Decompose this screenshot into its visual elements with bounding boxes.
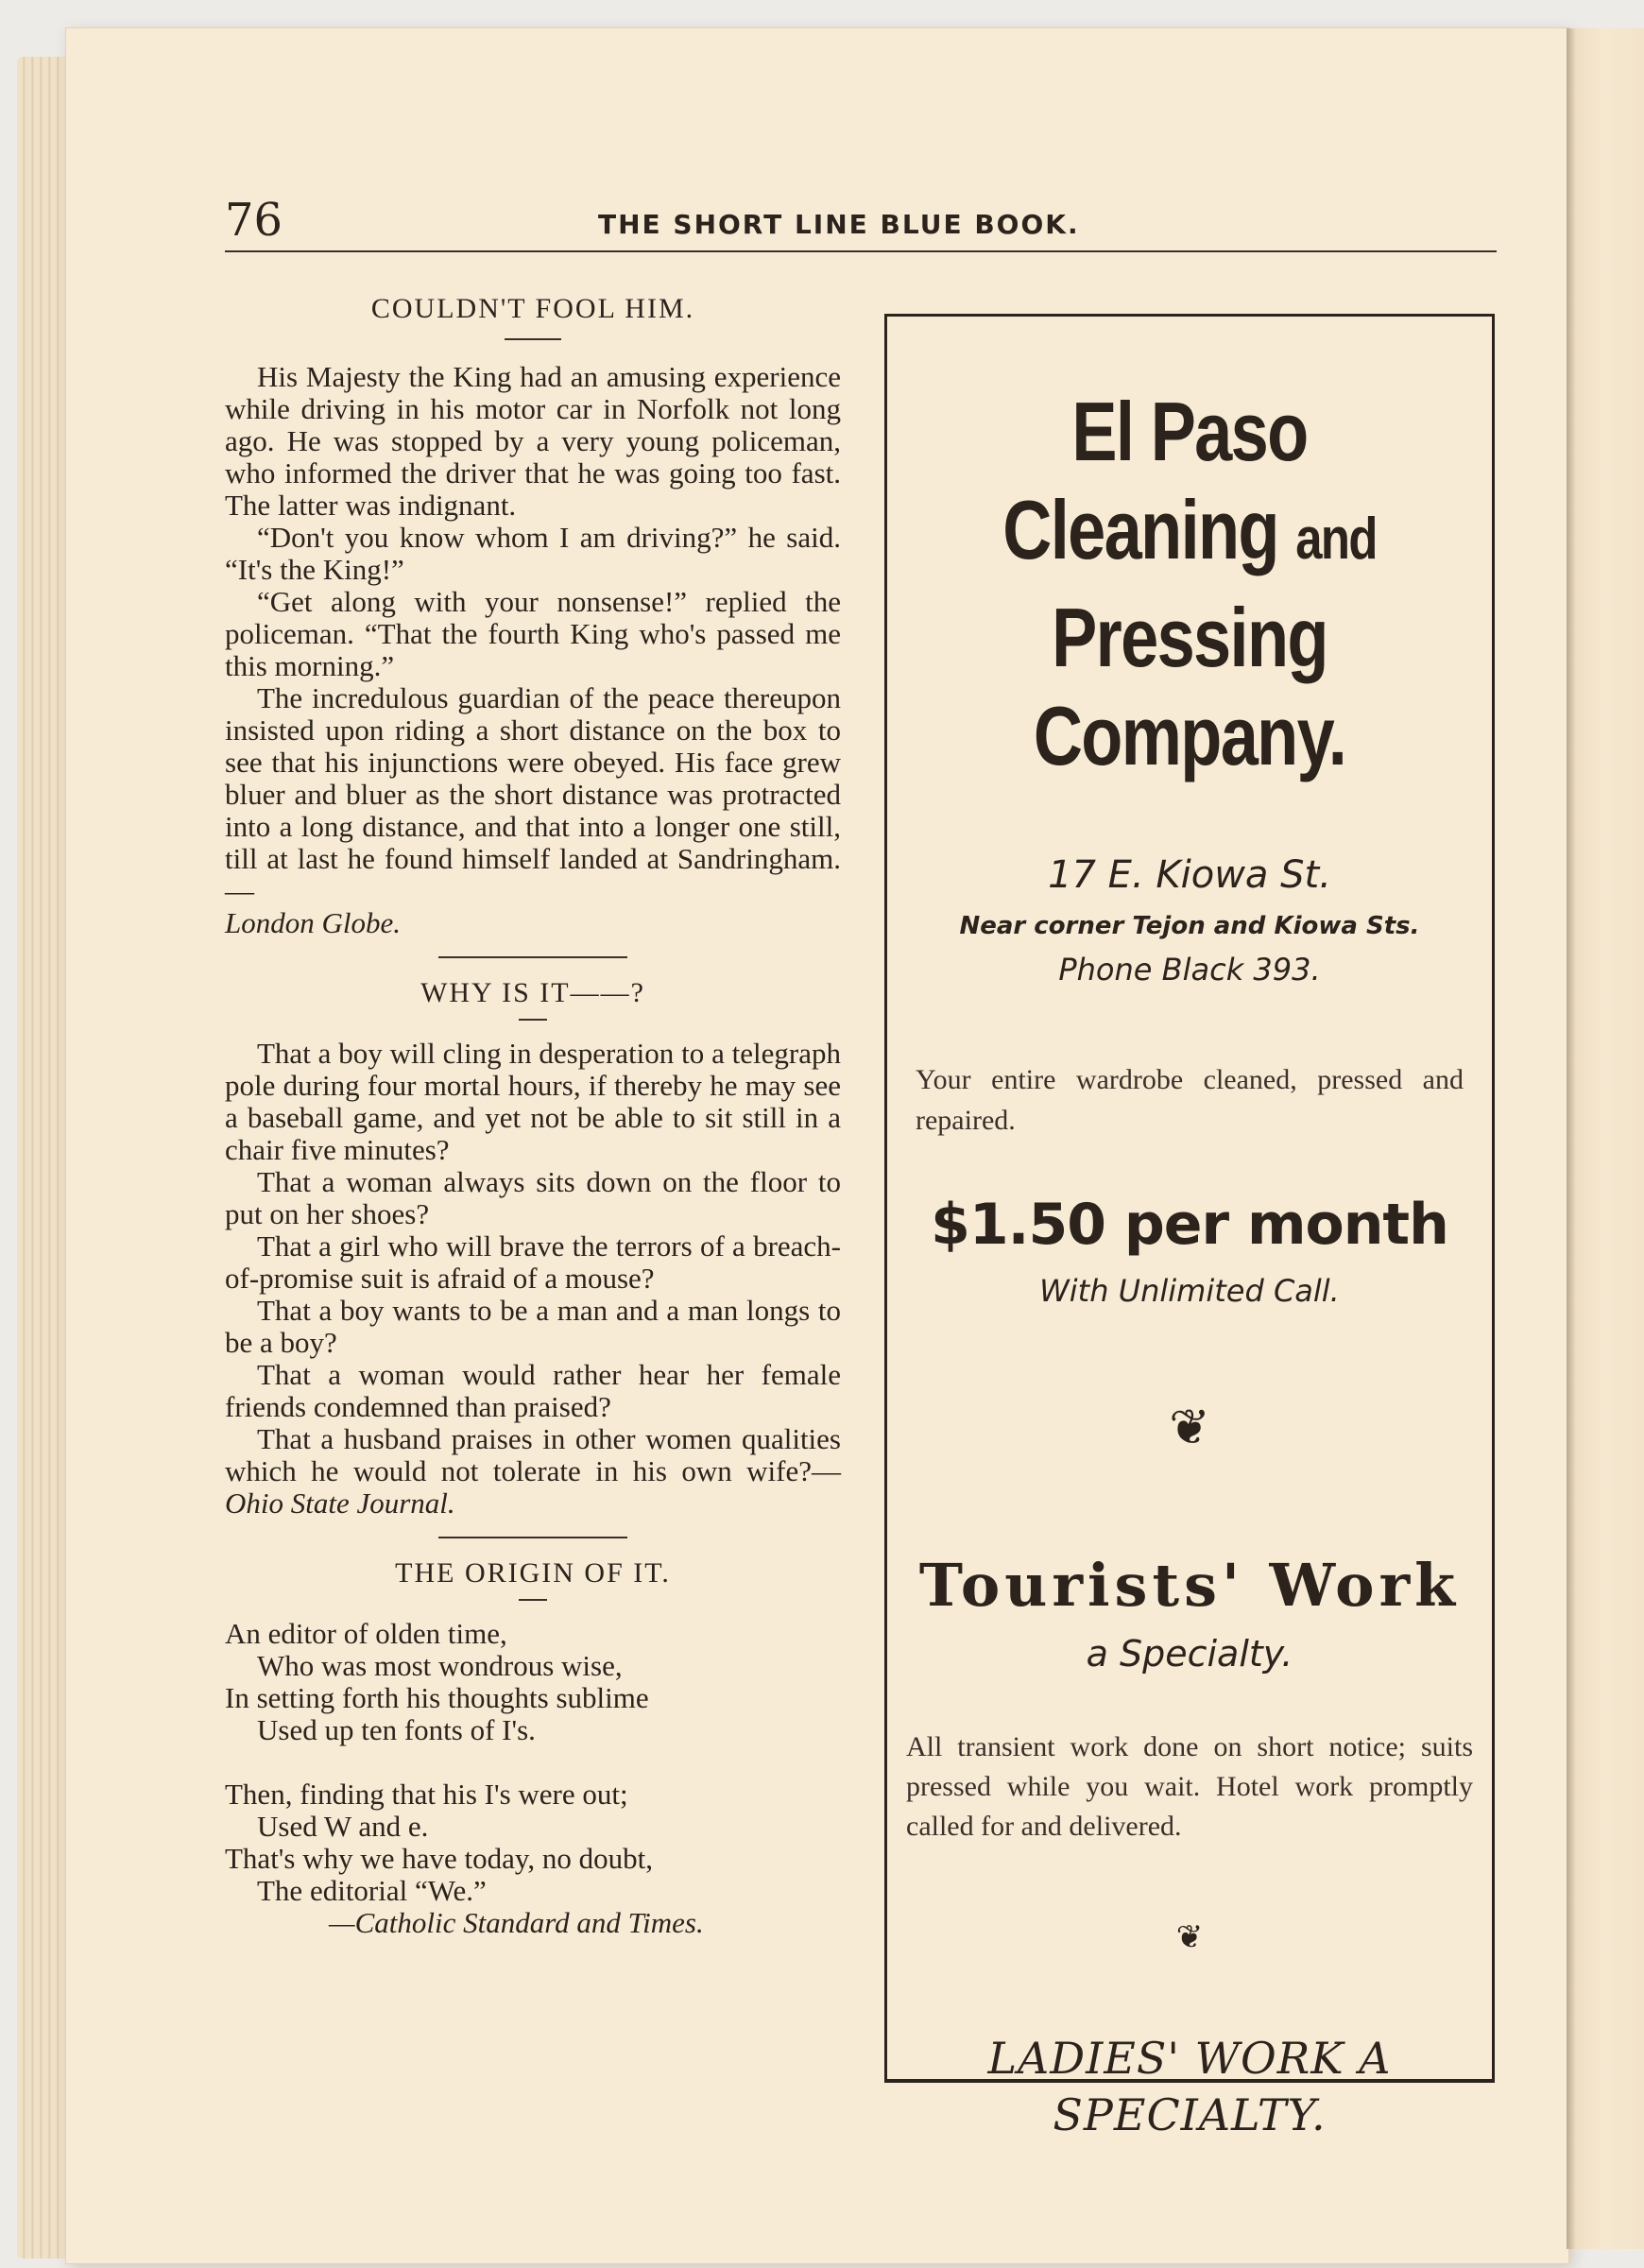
paragraph	[225, 1423, 841, 1520]
source-citation: London Globe.	[225, 906, 401, 939]
paragraph-text: The incredulous guardian of the peace thereupon insisted upon riding a short distance on the box to see that his injunctions were obeyed. His face grew bluer and bluer as the short distance was protracted into a long distance, and that into a longer one still, till at last he found himself landed at Sandringham.—	[225, 681, 841, 907]
article-title-couldnt-fool-him: COULDN'T FOOL HIM.	[370, 293, 695, 324]
ad-title-word: and	[1295, 507, 1377, 572]
ad-wardrobe-text: Your entire wardrobe cleaned, pressed and repaired.	[916, 1064, 1464, 1136]
section-divider	[438, 956, 627, 958]
paragraph: That a boy will cling in desperation to a telegraph pole during four mortal hours, if thereby he may see a baseball game, and yet not be able to sit still in a chair five minutes?	[225, 1037, 841, 1166]
ad-title-word: Pressing	[1052, 591, 1327, 684]
ad-company-name	[895, 383, 1483, 785]
paragraph: That a woman would rather hear her female friends condemned than praised?	[225, 1358, 841, 1423]
paragraph: “Get along with your nonsense!” replied the policeman. “That the fourth King who's passed me this morning.”	[225, 585, 841, 682]
article-title-origin-of-it: THE ORIGIN OF IT.	[395, 1557, 671, 1589]
ad-phone: Phone Black 393.	[1058, 952, 1321, 988]
poem-line: The editorial “We.”	[257, 1874, 487, 1907]
divider	[519, 1599, 547, 1601]
paragraph-text: That a husband praises in other women qualities which he would not tolerate in his own wife?—	[225, 1422, 841, 1487]
poem-line: That's why we have today, no doubt,	[225, 1842, 653, 1875]
ad-title-line	[895, 481, 1483, 687]
paragraph: That a woman always sits down on the floor to put on her shoes?	[225, 1165, 841, 1230]
fleuron-icon: ❦	[1169, 1400, 1210, 1456]
poem-line: Who was most wondrous wise,	[257, 1649, 623, 1682]
source-citation: Ohio State Journal.	[225, 1486, 455, 1520]
advertisement-box	[884, 314, 1495, 2140]
poem-line: Then, finding that his I's were out;	[225, 1778, 628, 1811]
ad-title-word: Cleaning	[1002, 483, 1278, 576]
page-number: 76	[225, 194, 283, 247]
divider	[519, 1019, 547, 1021]
ad-ladies-work	[887, 2030, 1492, 2143]
ad-specialty: a Specialty.	[1086, 1633, 1293, 1675]
paragraph: His Majesty the King had an amusing experience while driving in his motor car in Norfolk not long ago. He was stopped by a very young policeman, who informed the driver that he was going too fast. The latter was indignant.	[225, 360, 841, 522]
section-divider	[438, 1537, 627, 1538]
paragraph: That a boy wants to be a man and a man longs to be a boy?	[225, 1294, 841, 1359]
paragraph: “Don't you know whom I am driving?” he said. “It's the King!”	[225, 521, 841, 586]
page-header	[225, 194, 1497, 252]
left-column	[225, 293, 841, 1939]
ad-unlimited-call: With Unlimited Call.	[1039, 1273, 1340, 1309]
fleuron-icon: ❦	[1175, 1918, 1204, 1956]
poem-line: Used W and e.	[257, 1810, 429, 1843]
poem-line: An editor of olden time,	[225, 1617, 507, 1650]
source-citation: —Catholic Standard and Times.	[329, 1906, 704, 1939]
advertisement-content	[887, 317, 1492, 2143]
paragraph	[225, 682, 841, 939]
paragraph: That a girl who will brave the terrors of a breach-of-promise suit is afraid of a mouse?	[225, 1229, 841, 1295]
ad-title-line: Company.	[1033, 689, 1346, 782]
ad-address: 17 E. Kiowa St.	[1048, 853, 1331, 897]
article-title-why-is-it: WHY IS IT——?	[420, 977, 645, 1008]
ad-ladies-line: SPECIALTY.	[1053, 2089, 1327, 2140]
poem-line: Used up ten fonts of I's.	[257, 1713, 536, 1746]
facing-page-edge	[1567, 28, 1644, 2249]
divider	[505, 338, 561, 340]
ad-tourists-work: Tourists' Work	[918, 1551, 1461, 1620]
ad-near-corner: Near corner Tejon and Kiowa Sts.	[959, 912, 1420, 940]
running-head: THE SHORT LINE BLUE BOOK.	[598, 209, 1080, 240]
ad-title-line: El Paso	[1071, 385, 1308, 478]
ad-price: $1.50 per month	[931, 1192, 1448, 1258]
ad-ladies-line: LADIES' WORK A	[987, 2033, 1392, 2084]
stanza-gap	[225, 1746, 841, 1778]
poem-line: In setting forth his thoughts sublime	[225, 1681, 649, 1714]
ad-transient-text: All transient work done on short notice; suits pressed while you wait. Hotel work promptly called for and delivered.	[906, 1731, 1473, 1842]
